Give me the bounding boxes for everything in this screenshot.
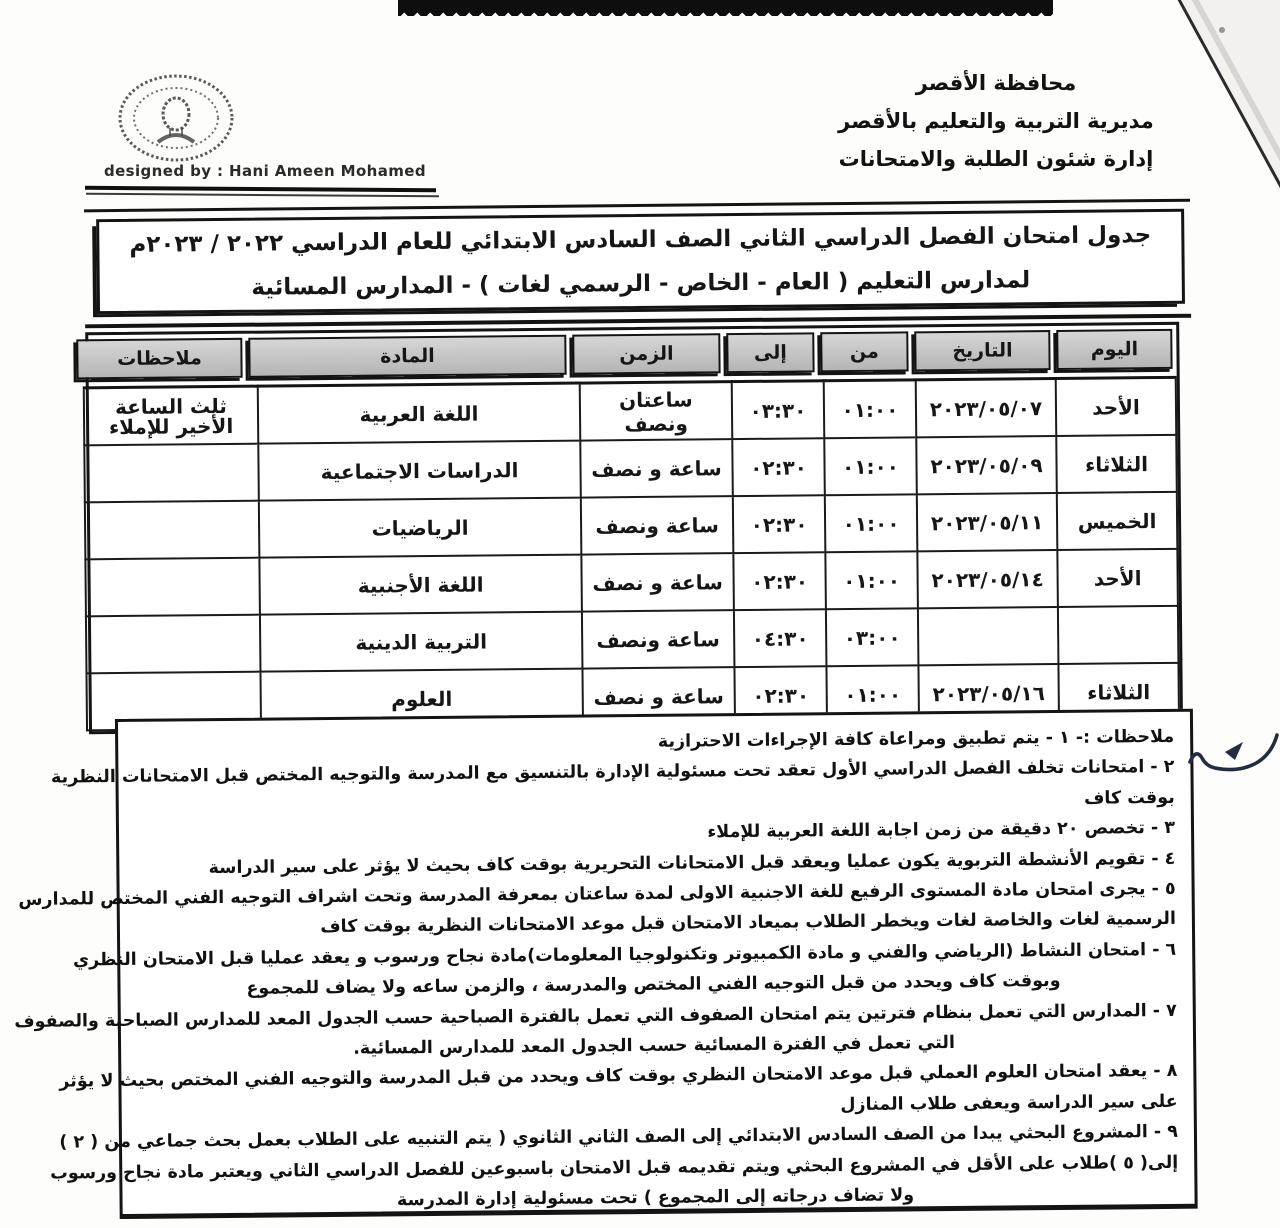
cell-notes (84, 444, 259, 503)
cell-notes: ثلث الساعة الأخير للإملاء (84, 386, 259, 445)
cell-date (918, 607, 1059, 665)
cell-duration: ساعة ونصف (581, 496, 734, 554)
note-line: ٩ - المشروع البحثي يبدا من الصف السادس الابتدائي إلى الصف الثاني الثانوي ( يتم التنبيه على الطلاب بعمل بحث جماعي من ( ٢ ) (59, 1122, 1179, 1153)
cell-from: ٠١:٠٠ (824, 437, 917, 495)
note-line: ٤ - تقويم الأنشطة التربوية يكون عمليا ويعقد قبل الامتحانات التحريرية بوقت كاف بحيث لا يؤثر على سير الدراسة (208, 848, 1176, 878)
cell-subject: الدراسات الاجتماعية (258, 441, 581, 501)
cell-duration: ساعتان ونصف (580, 382, 733, 441)
org-line-directorate: مديرية التربية والتعليم بالأقصر (838, 109, 1154, 133)
cell-day: الخميس (1057, 492, 1178, 550)
note-line: ولا تضاف درجاته إلى المجموع ) تحت مسئولية إدارة المدرسة (396, 1185, 915, 1211)
cell-duration: ساعة و نصف (582, 667, 735, 725)
note-line: بوقت كاف (1083, 787, 1175, 809)
cell-date: ٢٠٢٣/٠٥/١١ (917, 493, 1058, 551)
note-line: ٢ - امتحانات تخلف الفصل الدراسي الأول تعقد تحت مسئولية الإدارة بالتنسيق مع المدرسة والتوجيه المختص قبل الامتحانات النظرية (50, 757, 1175, 789)
cell-to: ٠٢:٣٠ (734, 666, 827, 724)
column-header-date: التاريخ (914, 330, 1050, 371)
column-header-from: من (820, 331, 908, 372)
cell-to: ٠٣:٣٠ (732, 381, 825, 439)
note-line: الرسمية لغات والخاصة لغات ويخطر الطلاب بميعاد الامتحان قبل موعد الامتحانات النظرية بوقت كاف (320, 909, 1176, 938)
exam-title-line2: لمدارس التعليم ( العام - الخاص - الرسمي لغات ) - المدارس المسائية (251, 266, 1031, 301)
cell-to: ٠٢:٣٠ (733, 495, 826, 553)
column-header-notes: ملاحظات (76, 338, 242, 380)
note-line: ٥ - يجرى امتحان مادة المستوى الرفيع للغة الاجنبية الاولى لمدة ساعتان بمعرفة المدرسة وتحت اشراف التوجيه الفني المختص للمدارس (18, 878, 1176, 911)
column-header-subject: المادة (248, 335, 566, 378)
cell-subject: التربية الدينية (260, 612, 583, 672)
cell-day: الأحد (1057, 549, 1178, 607)
cell-duration: ساعة و نصف (580, 439, 733, 497)
note-line: ٨ - يعقد امتحان العلوم العملي قبل موعد الامتحان النظري بوقت كاف ويحدد من قبل المدرسة والتوجيه الفني المختص بحيث لا يؤثر (59, 1061, 1178, 1093)
note-line: ٧ - المدارس التي تعمل بنظام فترتين يتم امتحان الصفوف التي تعمل بالفترة الصباحية حسب الجدول المعد للمدارس الصباحية والصفوف (14, 1000, 1177, 1032)
note-line: وبوقت كاف ويحدد من قبل التوجيه الفني المختص والمدرسة ، والزمن ساعه ولا يضاف للمجموع (246, 971, 1061, 1000)
org-line-governorate: محافظة الأقصر (915, 71, 1077, 95)
exam-title-box (84, 199, 1191, 329)
table-frame (85, 322, 1183, 734)
table-row (84, 435, 1176, 502)
cell-day: الثلاثاء (1056, 435, 1177, 493)
cell-date: ٢٠٢٣/٠٥/١٦ (918, 664, 1059, 722)
notes-box (14, 709, 1198, 1219)
cell-from: ٠١:٠٠ (826, 665, 919, 723)
column-header-duration: الزمن (572, 333, 720, 374)
handwritten-pen-scribble-icon (1183, 686, 1280, 816)
note-line: ٣ - تخصص ٢٠ دقيقة من زمن اجابة اللغة العربية للإملاء (707, 818, 1176, 843)
note-line: على سير الدراسة ويعفى طلاب المنازل (840, 1091, 1178, 1115)
cell-day: الأحد (1056, 377, 1177, 436)
cell-to: ٠٤:٣٠ (734, 609, 827, 667)
cell-from: ٠٣:٠٠ (826, 608, 919, 666)
designed-by-credit: designed by : Hani Ameen Mohamed (103, 162, 427, 180)
note-line: التي تعمل في الفترة المسائية حسب الجدول المعد للمدارس المسائية. (353, 1033, 956, 1059)
column-header-day: اليوم (1056, 329, 1172, 370)
cell-from: ٠١:٠٠ (825, 551, 918, 609)
cell-day: الثلاثاء (1058, 663, 1179, 721)
table-row (86, 606, 1178, 673)
note-line: ملاحظات :- ١ - يتم تطبيق ومراعاة كافة الإجراءات الاحترازية (657, 726, 1175, 752)
cell-duration: ساعة ونصف (582, 610, 735, 668)
exam-title-line1: جدول امتحان الفصل الدراسي الثاني الصف السادس الابتدائي للعام الدراسي ٢٠٢٢ / ٢٠٢٣م (129, 221, 1152, 258)
note-line: ٦ - امتحان النشاط (الرياضي والفني و مادة الكمبيوتر وتكنولوجيا المعلومات)مادة نجاح ورسوب و يعقد عمليا قبل الامتحان النظري (72, 939, 1177, 971)
org-line-administration: إدارة شئون الطلبة والامتحانات (838, 147, 1154, 171)
cell-subject: العلوم (260, 669, 583, 729)
table-row (85, 492, 1177, 559)
cell-subject: الرياضيات (259, 498, 582, 558)
table-row (84, 377, 1177, 445)
cell-day (1058, 606, 1179, 664)
cell-date: ٢٠٢٣/٠٥/٠٧ (916, 378, 1057, 437)
cell-date: ٢٠٢٣/٠٥/١٤ (917, 550, 1058, 608)
cell-subject: اللغة العربية (258, 383, 581, 444)
cell-date: ٢٠٢٣/٠٥/٠٩ (916, 436, 1057, 494)
cell-from: ٠١:٠٠ (824, 380, 917, 438)
table-body (83, 376, 1180, 731)
note-line: إلى( ٥ )طلاب على الأقل في المشروع البحثي ويتم تقديمه قبل الامتحان باسبوعين للفصل الدراسي الثاني ويعتبر مادة نجاح ورسوب (50, 1152, 1179, 1184)
cell-to: ٠٢:٣٠ (733, 552, 826, 610)
cell-notes (86, 615, 261, 674)
cell-to: ٠٢:٣٠ (732, 438, 825, 496)
cell-subject: اللغة الأجنبية (259, 555, 582, 615)
table-row (85, 549, 1177, 616)
cell-from: ٠١:٠٠ (825, 494, 918, 552)
cell-notes (85, 501, 260, 560)
exam-title-inner-box (96, 209, 1185, 314)
cell-notes (85, 558, 260, 617)
column-header-to: إلى (726, 332, 814, 373)
exam-schedule-table (85, 322, 1183, 734)
cell-duration: ساعة و نصف (581, 553, 734, 611)
